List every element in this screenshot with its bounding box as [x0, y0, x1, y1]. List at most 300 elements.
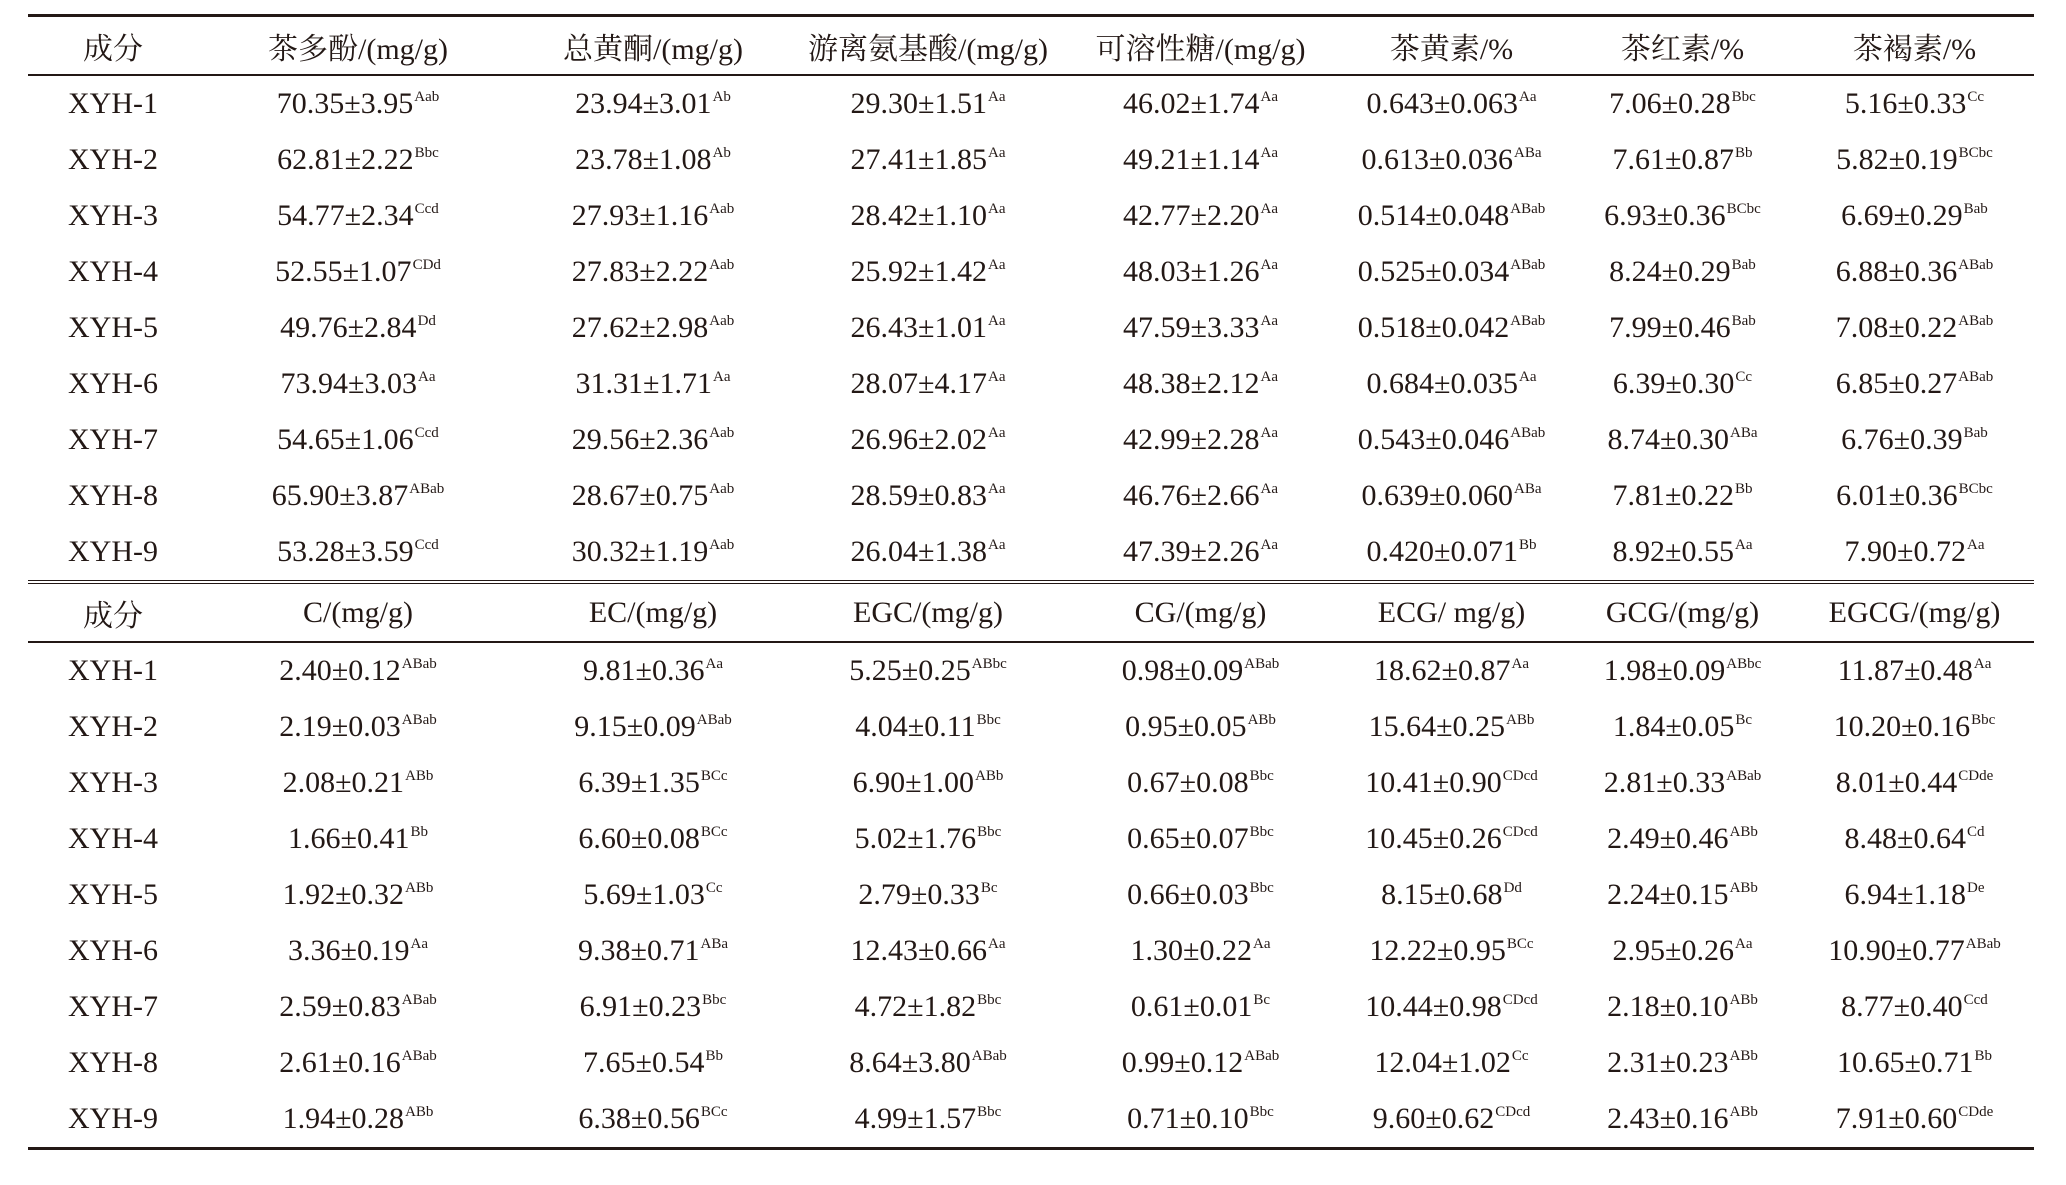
table-row: [28, 642, 2034, 699]
sample-label: XYH-3: [68, 766, 158, 799]
value-cell: [198, 755, 518, 811]
significance-letters: ABb: [1506, 712, 1535, 728]
value-cell: [198, 132, 518, 188]
significance-letters: BCbc: [1958, 481, 1993, 497]
mean-sd-value: 5.69±1.03: [583, 878, 705, 911]
column-header: CG/(mg/g): [1068, 582, 1333, 642]
mean-sd-value: 9.15±0.09: [574, 710, 696, 743]
mean-sd-value: 8.15±0.68: [1381, 878, 1503, 911]
value-cell: [1333, 811, 1570, 867]
mean-sd-value: 2.61±0.16: [279, 1046, 401, 1079]
significance-letters: Bb: [1734, 481, 1753, 497]
mean-sd-value: 73.94±3.03: [280, 367, 417, 400]
sample-label: XYH-3: [68, 199, 158, 232]
mean-sd-value: 8.48±0.64: [1844, 822, 1966, 855]
significance-letters: Dd: [1503, 880, 1522, 896]
value-cell: [1333, 300, 1570, 356]
significance-letters: Bbc: [977, 1104, 1002, 1120]
value-cell: [518, 811, 788, 867]
mean-sd-value: 0.613±0.036: [1361, 143, 1513, 176]
significance-letters: ABab: [1958, 257, 1994, 273]
significance-letters: Aab: [709, 537, 735, 553]
significance-letters: ABab: [1510, 313, 1546, 329]
value-cell: [1570, 755, 1795, 811]
significance-letters: Cc: [705, 880, 723, 896]
value-cell: [788, 755, 1068, 811]
mean-sd-value: 1.94±0.28: [282, 1102, 405, 1135]
mean-sd-value: 4.04±0.11: [855, 710, 976, 743]
table-row: [28, 867, 2034, 923]
value-cell: [1333, 244, 1570, 300]
mean-sd-value: 18.62±0.87: [1374, 654, 1511, 687]
significance-letters: ABab: [1958, 313, 1994, 329]
column-header: 茶多酚/(mg/g): [198, 16, 518, 76]
significance-letters: BCc: [1506, 936, 1534, 952]
table-row: [28, 699, 2034, 755]
significance-letters: Dd: [417, 313, 436, 329]
mean-sd-value: 27.93±1.16: [571, 199, 709, 232]
table-row: [28, 979, 2034, 1035]
significance-letters: ABb: [975, 768, 1004, 784]
mean-sd-value: 2.31±0.23: [1607, 1046, 1729, 1079]
mean-sd-value: 2.40±0.12: [279, 654, 401, 687]
mean-sd-value: 10.20±0.16: [1833, 710, 1971, 743]
mean-sd-value: 1.92±0.32: [282, 878, 405, 911]
column-header: EC/(mg/g): [518, 582, 788, 642]
mean-sd-value: 5.82±0.19: [1836, 143, 1958, 176]
significance-letters: ABbc: [1726, 656, 1762, 672]
value-cell: [1795, 75, 2034, 132]
mean-sd-value: 6.91±0.23: [579, 990, 702, 1023]
value-cell: [518, 1035, 788, 1091]
value-cell: [518, 867, 788, 923]
value-cell: [788, 1091, 1068, 1149]
value-cell: [198, 300, 518, 356]
sample-label: XYH-1: [68, 654, 158, 687]
significance-letters: Ccd: [414, 201, 439, 217]
mean-sd-value: 0.525±0.034: [1357, 255, 1510, 288]
mean-sd-value: 27.83±2.22: [571, 255, 709, 288]
table-row: [28, 188, 2034, 244]
mean-sd-value: 26.04±1.38: [850, 535, 987, 568]
table-row: [28, 1091, 2034, 1149]
significance-letters: ABb: [1729, 880, 1758, 896]
value-cell: [198, 75, 518, 132]
value-cell: [1570, 867, 1795, 923]
mean-sd-value: 52.55±1.07: [275, 255, 412, 288]
mean-sd-value: 2.79±0.33: [858, 878, 980, 911]
significance-letters: Aa: [987, 425, 1006, 441]
sample-label: XYH-8: [68, 479, 158, 512]
mean-sd-value: 23.78±1.08: [575, 143, 712, 176]
value-cell: [198, 188, 518, 244]
value-cell: [1795, 524, 2034, 582]
sample-label: XYH-4: [68, 255, 158, 288]
value-cell: [518, 356, 788, 412]
significance-letters: Aa: [1518, 89, 1537, 105]
mean-sd-value: 28.07±4.17: [850, 367, 987, 400]
value-cell: [1795, 300, 2034, 356]
value-cell: [1795, 468, 2034, 524]
significance-letters: ABa: [1513, 481, 1542, 497]
sample-label: XYH-9: [68, 535, 158, 568]
value-cell: [518, 244, 788, 300]
significance-letters: Aa: [1973, 656, 1992, 672]
value-cell: [198, 923, 518, 979]
significance-letters: ABab: [409, 481, 445, 497]
mean-sd-value: 47.39±2.26: [1123, 535, 1260, 568]
significance-letters: Aa: [1260, 201, 1278, 217]
column-header: C/(mg/g): [198, 582, 518, 642]
significance-letters: Bc: [1253, 992, 1271, 1008]
value-cell: [1333, 642, 1570, 699]
value-cell: [1570, 1091, 1795, 1149]
value-cell: [518, 699, 788, 755]
significance-letters: Aa: [1260, 425, 1278, 441]
mean-sd-value: 6.85±0.27: [1835, 367, 1958, 400]
mean-sd-value: 12.22±0.95: [1369, 934, 1506, 967]
significance-letters: Aab: [709, 425, 735, 441]
significance-letters: Aa: [1260, 313, 1278, 329]
value-cell: [1068, 699, 1333, 755]
significance-letters: CDde: [1958, 768, 1994, 784]
significance-letters: Bc: [1735, 712, 1753, 728]
value-cell: [1068, 524, 1333, 582]
significance-letters: Bbc: [977, 824, 1002, 840]
value-cell: [1795, 923, 2034, 979]
value-cell: [198, 356, 518, 412]
value-cell: [518, 468, 788, 524]
mean-sd-value: 0.684±0.035: [1366, 367, 1518, 400]
mean-sd-value: 42.77±2.20: [1123, 199, 1260, 232]
value-cell: [198, 699, 518, 755]
value-cell: [1795, 1035, 2034, 1091]
value-cell: [1333, 132, 1570, 188]
mean-sd-value: 1.98±0.09: [1603, 654, 1726, 687]
mean-sd-value: 2.81±0.33: [1603, 766, 1726, 799]
column-header: 茶黄素/%: [1333, 16, 1570, 76]
significance-letters: ABb: [1729, 824, 1758, 840]
mean-sd-value: 26.43±1.01: [850, 311, 987, 344]
significance-letters: Bbc: [1249, 1104, 1274, 1120]
table-row: [28, 356, 2034, 412]
mean-sd-value: 47.59±3.33: [1123, 311, 1260, 344]
value-cell: [1570, 699, 1795, 755]
significance-letters: Aa: [410, 936, 428, 952]
significance-letters: Cc: [1511, 1048, 1529, 1064]
mean-sd-value: 2.43±0.16: [1607, 1102, 1729, 1135]
value-cell: [788, 132, 1068, 188]
table-row: [28, 811, 2034, 867]
value-cell: [518, 524, 788, 582]
mean-sd-value: 0.61±0.01: [1130, 990, 1253, 1023]
value-cell: [198, 979, 518, 1035]
sample-label: XYH-9: [28, 1091, 198, 1149]
column-header: 茶红素/%: [1570, 16, 1795, 76]
mean-sd-value: 15.64±0.25: [1368, 710, 1506, 743]
significance-letters: Bbc: [414, 145, 439, 161]
value-cell: [1333, 1035, 1570, 1091]
significance-letters: Aa: [987, 369, 1006, 385]
value-cell: [1333, 468, 1570, 524]
column-header: 成分: [28, 16, 198, 76]
table-row: [28, 468, 2034, 524]
mean-sd-value: 2.59±0.83: [279, 990, 401, 1023]
mean-sd-value: 46.76±2.66: [1123, 479, 1260, 512]
table-row: [28, 412, 2034, 468]
value-cell: [788, 923, 1068, 979]
significance-letters: Aa: [1260, 481, 1278, 497]
significance-letters: BCc: [700, 1104, 728, 1120]
column-header: 茶褐素/%: [1795, 16, 2034, 76]
significance-letters: ABa: [1513, 145, 1542, 161]
mean-sd-value: 7.90±0.72: [1844, 535, 1966, 568]
significance-letters: Aa: [1260, 89, 1278, 105]
mean-sd-value: 27.41±1.85: [850, 143, 987, 176]
value-cell: [788, 1035, 1068, 1091]
mean-sd-value: 5.16±0.33: [1844, 87, 1967, 120]
value-cell: [788, 642, 1068, 699]
value-cell: [1068, 1091, 1333, 1149]
significance-letters: CDcd: [1502, 824, 1538, 840]
significance-letters: CDcd: [1502, 992, 1538, 1008]
column-header: 游离氨基酸/(mg/g): [788, 16, 1068, 76]
significance-letters: ABa: [700, 936, 728, 952]
significance-letters: Ccd: [414, 537, 439, 553]
value-cell: [518, 755, 788, 811]
mean-sd-value: 0.71±0.10: [1127, 1102, 1249, 1135]
mean-sd-value: 0.95±0.05: [1125, 710, 1247, 743]
value-cell: [518, 300, 788, 356]
table-row: [28, 1035, 2034, 1091]
value-cell: [1333, 699, 1570, 755]
mean-sd-value: 8.77±0.40: [1841, 990, 1963, 1023]
significance-letters: BCbc: [1726, 201, 1761, 217]
significance-letters: Aab: [709, 201, 735, 217]
significance-letters: BCc: [700, 768, 728, 784]
significance-letters: Ab: [712, 145, 731, 161]
value-cell: [1570, 75, 1795, 132]
significance-letters: ABab: [401, 656, 437, 672]
value-cell: [1068, 642, 1333, 699]
value-cell: [1570, 132, 1795, 188]
value-cell: [1570, 468, 1795, 524]
sample-label: XYH-5: [68, 311, 158, 344]
value-cell: [1068, 1035, 1333, 1091]
significance-letters: ABab: [1958, 369, 1994, 385]
mean-sd-value: 26.96±2.02: [850, 423, 987, 456]
table-row: [28, 923, 2034, 979]
value-cell: [788, 811, 1068, 867]
value-cell: [1795, 811, 2034, 867]
value-cell: [788, 356, 1068, 412]
significance-letters: BCc: [700, 824, 728, 840]
mean-sd-value: 53.28±3.59: [277, 535, 414, 568]
mean-sd-value: 31.31±1.71: [575, 367, 712, 400]
mean-sd-value: 6.93±0.36: [1604, 199, 1726, 232]
value-cell: [518, 1091, 788, 1149]
significance-letters: ABab: [971, 1048, 1007, 1064]
value-cell: [1333, 356, 1570, 412]
significance-letters: Aab: [709, 481, 735, 497]
mean-sd-value: 6.39±0.30: [1612, 367, 1735, 400]
header-row: [28, 582, 2034, 642]
sample-label: XYH-2: [68, 143, 158, 176]
mean-sd-value: 2.19±0.03: [279, 710, 401, 743]
significance-letters: Bab: [1731, 313, 1756, 329]
mean-sd-value: 62.81±2.22: [277, 143, 414, 176]
mean-sd-value: 6.88±0.36: [1835, 255, 1958, 288]
mean-sd-value: 7.91±0.60: [1835, 1102, 1958, 1135]
mean-sd-value: 46.02±1.74: [1123, 87, 1260, 120]
significance-letters: Aa: [1260, 145, 1278, 161]
value-cell: [198, 642, 518, 699]
mean-sd-value: 54.65±1.06: [277, 423, 414, 456]
mean-sd-value: 0.514±0.048: [1357, 199, 1510, 232]
mean-sd-value: 9.60±0.62: [1372, 1102, 1495, 1135]
mean-sd-value: 10.65±0.71: [1837, 1046, 1974, 1079]
value-cell: [1795, 244, 2034, 300]
mean-sd-value: 12.43±0.66: [850, 934, 987, 967]
value-cell: [518, 979, 788, 1035]
mean-sd-value: 7.65±0.54: [583, 1046, 705, 1079]
mean-sd-value: 2.24±0.15: [1607, 878, 1729, 911]
value-cell: [1570, 642, 1795, 699]
value-cell: [1333, 524, 1570, 582]
mean-sd-value: 6.69±0.29: [1841, 199, 1963, 232]
value-cell: [518, 132, 788, 188]
value-cell: [1333, 412, 1570, 468]
significance-letters: Bbc: [1249, 880, 1274, 896]
value-cell: [1333, 755, 1570, 811]
value-cell: [1068, 468, 1333, 524]
value-cell: [1570, 811, 1795, 867]
sample-label: XYH-6: [68, 934, 158, 967]
mean-sd-value: 6.39±1.35: [578, 766, 700, 799]
mean-sd-value: 0.420±0.071: [1366, 535, 1518, 568]
value-cell: [788, 979, 1068, 1035]
significance-letters: CDcd: [1502, 768, 1538, 784]
mean-sd-value: 48.03±1.26: [1123, 255, 1260, 288]
mean-sd-value: 29.56±2.36: [571, 423, 709, 456]
mean-sd-value: 25.92±1.42: [850, 255, 987, 288]
value-cell: [198, 811, 518, 867]
significance-letters: Aa: [987, 313, 1006, 329]
value-cell: [1570, 356, 1795, 412]
value-cell: [1795, 979, 2034, 1035]
significance-letters: Aab: [709, 313, 735, 329]
value-cell: [1068, 188, 1333, 244]
value-cell: [198, 1035, 518, 1091]
mean-sd-value: 0.543±0.046: [1357, 423, 1510, 456]
mean-sd-value: 0.518±0.042: [1357, 311, 1510, 344]
mean-sd-value: 7.06±0.28: [1609, 87, 1731, 120]
significance-letters: Aa: [417, 369, 436, 385]
mean-sd-value: 1.84±0.05: [1612, 710, 1735, 743]
significance-letters: Bbc: [1249, 824, 1274, 840]
significance-letters: Aa: [1734, 537, 1753, 553]
table-row: [28, 132, 2034, 188]
significance-letters: Aa: [1260, 369, 1278, 385]
sample-label: XYH-1: [68, 87, 158, 120]
significance-letters: ABab: [1510, 257, 1546, 273]
mean-sd-value: 29.30±1.51: [850, 87, 987, 120]
mean-sd-value: 2.08±0.21: [282, 766, 405, 799]
mean-sd-value: 0.98±0.09: [1121, 654, 1244, 687]
value-cell: [1570, 412, 1795, 468]
value-cell: [1333, 75, 1570, 132]
value-cell: [1570, 244, 1795, 300]
mean-sd-value: 8.92±0.55: [1612, 535, 1734, 568]
mean-sd-value: 0.99±0.12: [1121, 1046, 1244, 1079]
value-cell: [1068, 412, 1333, 468]
value-cell: [1570, 188, 1795, 244]
significance-letters: ABb: [1247, 712, 1276, 728]
significance-letters: De: [1966, 880, 1985, 896]
table-row: [28, 244, 2034, 300]
value-cell: [518, 412, 788, 468]
significance-letters: ABab: [401, 992, 437, 1008]
mean-sd-value: 8.24±0.29: [1609, 255, 1731, 288]
significance-letters: CDd: [412, 257, 441, 273]
significance-letters: ABab: [1244, 656, 1280, 672]
value-cell: [1333, 979, 1570, 1035]
significance-letters: Bbc: [977, 992, 1002, 1008]
significance-letters: Aa: [987, 936, 1006, 952]
significance-letters: Aab: [414, 89, 440, 105]
significance-letters: ABab: [696, 712, 732, 728]
mean-sd-value: 12.04±1.02: [1374, 1046, 1511, 1079]
value-cell: [788, 524, 1068, 582]
value-cell: [1068, 300, 1333, 356]
mean-sd-value: 8.01±0.44: [1835, 766, 1958, 799]
mean-sd-value: 11.87±0.48: [1837, 654, 1973, 687]
mean-sd-value: 8.64±3.80: [849, 1046, 971, 1079]
significance-letters: ABb: [1729, 992, 1758, 1008]
value-cell: [1795, 412, 2034, 468]
column-header: EGC/(mg/g): [788, 582, 1068, 642]
value-cell: [198, 468, 518, 524]
value-cell: [1795, 188, 2034, 244]
value-cell: [1068, 923, 1333, 979]
value-cell: [1333, 867, 1570, 923]
value-cell: [1795, 699, 2034, 755]
value-cell: [788, 867, 1068, 923]
significance-letters: CDcd: [1495, 1104, 1531, 1120]
mean-sd-value: 10.44±0.98: [1365, 990, 1502, 1023]
significance-letters: Ccd: [1963, 992, 1988, 1008]
value-cell: [1570, 300, 1795, 356]
sample-label: XYH-7: [68, 990, 158, 1023]
significance-letters: ABb: [1729, 1048, 1758, 1064]
significance-letters: Bbc: [1731, 89, 1756, 105]
mean-sd-value: 6.60±0.08: [578, 822, 700, 855]
value-cell: [1795, 867, 2034, 923]
mean-sd-value: 49.76±2.84: [280, 311, 417, 344]
value-cell: [198, 524, 518, 582]
mean-sd-value: 6.38±0.56: [578, 1102, 700, 1135]
significance-letters: Bb: [1518, 537, 1537, 553]
value-cell: [1795, 755, 2034, 811]
mean-sd-value: 54.77±2.34: [277, 199, 414, 232]
value-cell: [1068, 867, 1333, 923]
value-cell: [788, 75, 1068, 132]
significance-letters: Aab: [709, 257, 735, 273]
mean-sd-value: 10.90±0.77: [1828, 934, 1965, 967]
table-row: [28, 755, 2034, 811]
value-cell: [518, 642, 788, 699]
significance-letters: Aa: [1966, 537, 1985, 553]
